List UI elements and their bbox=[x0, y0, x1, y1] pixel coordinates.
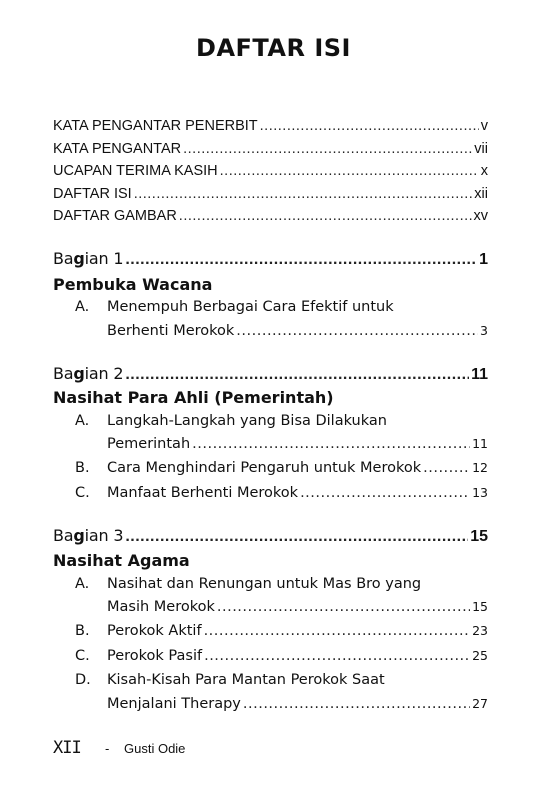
toc-entry[interactable] bbox=[53, 141, 488, 157]
toc-entry-label: DAFTAR GAMBAR bbox=[53, 208, 177, 224]
part-heading[interactable] bbox=[53, 364, 488, 384]
part-heading-label: Bagian 2 bbox=[53, 364, 124, 383]
toc-entry-label: DAFTAR ISI bbox=[53, 186, 132, 202]
section-title: Pembuka Wacana bbox=[53, 275, 213, 294]
part-heading[interactable] bbox=[53, 249, 488, 269]
item-page: 12 bbox=[472, 460, 488, 475]
part-heading-page: 1 bbox=[479, 251, 488, 268]
toc-entry-label: UCAPAN TERIMA KASIH bbox=[53, 163, 218, 179]
item-line2 bbox=[107, 436, 488, 452]
dot-leader bbox=[220, 163, 479, 179]
item-letter: A. bbox=[75, 413, 90, 429]
item-letter: A. bbox=[75, 576, 90, 592]
item-page: 13 bbox=[472, 485, 488, 500]
item-line2 bbox=[107, 323, 488, 339]
item-page: 11 bbox=[472, 436, 488, 451]
item-letter: A. bbox=[75, 299, 90, 315]
toc-entry-page: xv bbox=[473, 208, 488, 224]
item-page: 3 bbox=[480, 323, 488, 338]
item-label: Perokok Aktif bbox=[107, 623, 202, 639]
item-letter: C. bbox=[75, 648, 90, 664]
item-line bbox=[107, 623, 488, 639]
item-page: 15 bbox=[472, 599, 488, 614]
dot-leader bbox=[204, 648, 470, 664]
part-heading-label: Bagian 1 bbox=[53, 249, 124, 268]
part-heading-page: 11 bbox=[471, 366, 488, 383]
item-line2 bbox=[107, 696, 488, 712]
item-letter: C. bbox=[75, 485, 90, 501]
item-label: Manfaat Berhenti Merokok bbox=[107, 485, 299, 501]
item-label-line2: Berhenti Merokok bbox=[107, 323, 235, 339]
dot-leader bbox=[243, 696, 470, 712]
item-page: 25 bbox=[472, 648, 488, 663]
page-title: DAFTAR ISI bbox=[196, 34, 351, 62]
page-number: XII bbox=[53, 738, 81, 758]
dot-leader bbox=[192, 436, 470, 452]
dot-leader bbox=[260, 118, 479, 134]
item-label: Cara Menghindari Pengaruh untuk Merokok bbox=[107, 460, 422, 476]
dot-leader bbox=[134, 186, 473, 202]
dot-leader bbox=[217, 599, 470, 615]
footer-separator: - bbox=[105, 741, 110, 756]
dot-leader bbox=[125, 528, 468, 546]
toc-entry-label: KATA PENGANTAR PENERBIT bbox=[53, 118, 258, 134]
item-letter: B. bbox=[75, 460, 90, 476]
item-label-line1: Kisah-Kisah Para Mantan Perokok Saat bbox=[107, 672, 385, 688]
section-title: Nasihat Agama bbox=[53, 551, 190, 570]
page-footer bbox=[53, 738, 186, 758]
item-page: 23 bbox=[472, 623, 488, 638]
toc-entry-label: KATA PENGANTAR bbox=[53, 141, 182, 157]
author-name: Gusti Odie bbox=[124, 741, 186, 756]
item-line2 bbox=[107, 599, 488, 615]
toc-entry-page: vii bbox=[474, 141, 488, 157]
item-label-line2: Menjalani Therapy bbox=[107, 696, 241, 712]
item-label-line2: Masih Merokok bbox=[107, 599, 215, 615]
dot-leader bbox=[125, 366, 469, 384]
section-title: Nasihat Para Ahli (Pemerintah) bbox=[53, 388, 334, 407]
dot-leader bbox=[236, 323, 478, 339]
part-heading-page: 15 bbox=[470, 528, 488, 545]
item-letter: D. bbox=[75, 672, 91, 688]
dot-leader bbox=[423, 460, 470, 476]
item-label-line2: Pemerintah bbox=[107, 436, 191, 452]
toc-entry[interactable] bbox=[53, 186, 488, 202]
item-label-line1: Langkah-Langkah yang Bisa Dilakukan bbox=[107, 413, 387, 429]
dot-leader bbox=[300, 485, 470, 501]
dot-leader bbox=[125, 251, 477, 269]
part-heading[interactable] bbox=[53, 526, 488, 546]
item-label-line1: Nasihat dan Renungan untuk Mas Bro yang bbox=[107, 576, 422, 592]
toc-entry[interactable] bbox=[53, 118, 488, 134]
item-label-line1: Menempuh Berbagai Cara Efektif untuk bbox=[107, 299, 394, 315]
toc-entry[interactable] bbox=[53, 208, 488, 224]
toc-entry[interactable] bbox=[53, 163, 488, 179]
dot-leader bbox=[183, 141, 472, 157]
item-letter: B. bbox=[75, 623, 90, 639]
toc-entry-page: xii bbox=[474, 186, 488, 202]
dot-leader bbox=[179, 208, 472, 224]
toc-entry-page: v bbox=[480, 118, 488, 134]
dot-leader bbox=[204, 623, 471, 639]
item-line bbox=[107, 460, 488, 476]
item-line bbox=[107, 485, 488, 501]
item-line bbox=[107, 648, 488, 664]
item-page: 27 bbox=[472, 696, 488, 711]
toc-entry-page: x bbox=[480, 163, 488, 179]
item-label: Perokok Pasif bbox=[107, 648, 203, 664]
part-heading-label: Bagian 3 bbox=[53, 526, 124, 545]
